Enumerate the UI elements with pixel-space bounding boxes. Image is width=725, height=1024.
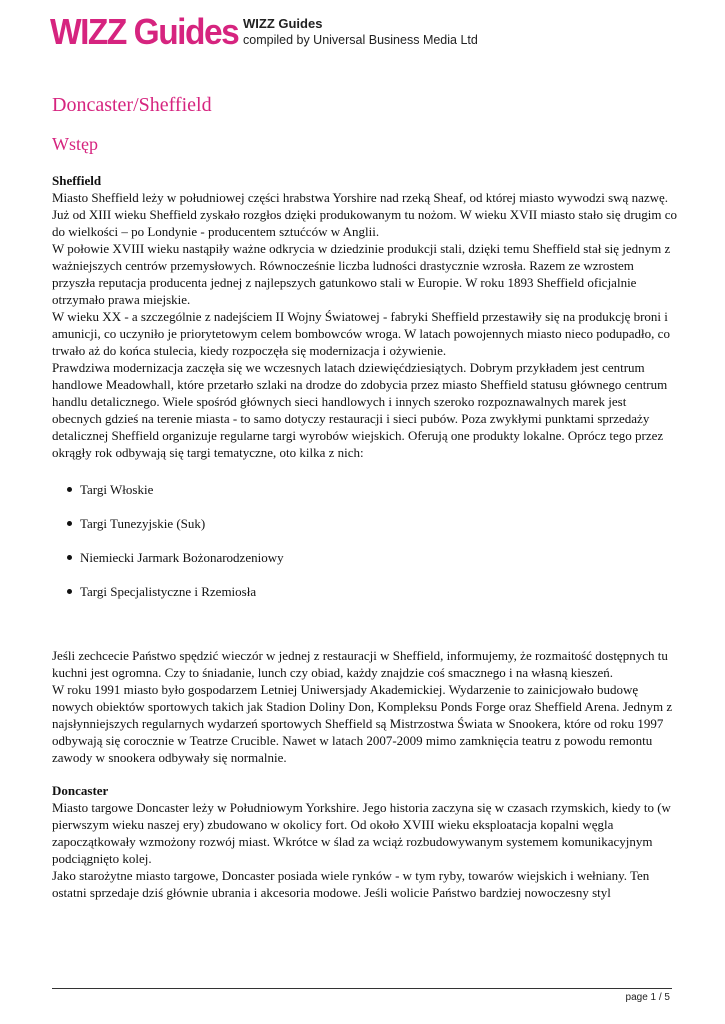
wizz-guides-logo: WIZZ Guides <box>50 11 239 52</box>
footer-divider <box>52 988 672 989</box>
paragraph: Prawdziwa modernizacja zaczęła się we wczesnych latach dziewięćdziesiątych. Dobrym przykładem jest centrum handlowe Meadowhall, które przetarło szlaki na drodze do zdobycia przez miasto Sheffield statusu głównego centrum handlu detalicznego. Wiele spośród głównych sieci handlowych i innych szeroko rozpoznawalnych marek jest obecnych gdzieś na terenie miasta - to samo dotyczy restauracji i sieci pubów. Poza zwykłymi punktami sprzedaży detalicznej Sheffield organizuje regularne targi wyrobów wiejskich. Oferują one produkty lokalne. Oprócz tego przez okrągły rok odbywają się targi tematyczne, oto kilka z nich: <box>52 360 668 460</box>
section-heading: Wstęp <box>52 134 98 154</box>
header-text <box>243 16 478 48</box>
paragraph: Jeśli zechcecie Państwo spędzić wieczór w jednej z restauracji w Sheffield, informujemy, że rozmaitość dostępnych tu kuchni jest ogromna. Czy to śniadanie, lunch czy obiad, każdy znajdzie coś smacznego i na własną kieszeń. <box>52 648 668 680</box>
fairs-list <box>52 481 677 600</box>
paragraph: W roku 1991 miasto było gospodarzem Letniej Uniwersjady Akademickiej. Wydarzenie to zainicjowało budowę nowych obiektów sportowych takich jak Stadion Doliny Don, Kompleksu Ponds Forge oraz Sheffield Arena. Jednym z najsłynniejszych regularnych wydarzeń sportowych Sheffield są Mistrzostwa Świata w Snookera, które od roku 1997 odbywają się corocznie w Teatrze Crucible. Nawet w latach 2007-2009 mimo zamknięcia teatru z powodu remontu zawody w snookera odbywały się normalnie. <box>52 682 673 765</box>
page-number: page 1 / 5 <box>625 992 670 1003</box>
paragraph: W wieku XX - a szczególnie z nadejściem II Wojny Światowej - fabryki Sheffield przestawiły się na produkcję broni i amunicji, co uczyniło je priorytetowym celem bombowców wroga. W latach powojennych miasto nieco podupadło, co trwało aż do końca stulecia, kiedy rozpoczęła się modernizacja i ożywienie. <box>52 309 670 358</box>
paragraph: W połowie XVIII wieku nastąpiły ważne odkrycia w dziedzinie produkcji stali, dzięki temu Sheffield stał się jednym z ważniejszych centrów przemysłowych. Równocześnie liczba ludności drastycznie wzrosła. Razem ze wzrostem przyszła reputacja producenta jednej z najlepszych gatunkowo stali w Europie. W roku 1893 Sheffield oficjalnie otrzymało prawa miejskie. <box>52 241 671 307</box>
paragraph: Miasto Sheffield leży w południowej części hrabstwa Yorshire nad rzeką Sheaf, od której miasto wywodzi swą nazwę. Już od XIII wieku Sheffield zyskało rozgłos dzięki produkowanym tu nożom. W wieku XVII miasto stało się drugim co do wielkości – po Londynie - producentem sztućców w Anglii. <box>52 190 677 239</box>
list-item: Targi Tunezyjskie (Suk) <box>52 515 677 532</box>
list-item: Niemiecki Jarmark Bożonarodzeniowy <box>52 549 677 566</box>
header-subtitle: compiled by Universal Business Media Ltd <box>243 33 478 47</box>
paragraph: Jako starożytne miasto targowe, Doncaster posiada wiele rynków - w tym ryby, towarów wiejskich i wełniany. Ten ostatni sprzedaje dziś głównie ubrania i akcesoria modowe. Jeśli wolicie Państwo bardziej nowoczesny styl <box>52 868 650 900</box>
sheffield-title: Sheffield <box>52 173 102 188</box>
doncaster-title: Doncaster <box>52 783 109 798</box>
header-title: WIZZ Guides <box>243 16 323 31</box>
list-item: Targi Włoskie <box>52 481 677 498</box>
list-item: Targi Specjalistyczne i Rzemiosła <box>52 583 677 600</box>
page-title: Doncaster/Sheffield <box>52 94 212 116</box>
paragraph: Miasto targowe Doncaster leży w Południowym Yorkshire. Jego historia zaczyna się w czasach rzymskich, kiedy to (w pierwszym wieku naszej ery) zbudowano w okolicy fort. Od około XVIII wieku eksploatacja kopalni węgla zapoczątkowały wzmożony rozwój miast. Wkrótce w ślad za wciąż rozbudowywanym systemem komunikacyjnym podciągnięto kolej. <box>52 800 671 866</box>
document-body <box>52 92 677 901</box>
page-header <box>50 12 675 52</box>
